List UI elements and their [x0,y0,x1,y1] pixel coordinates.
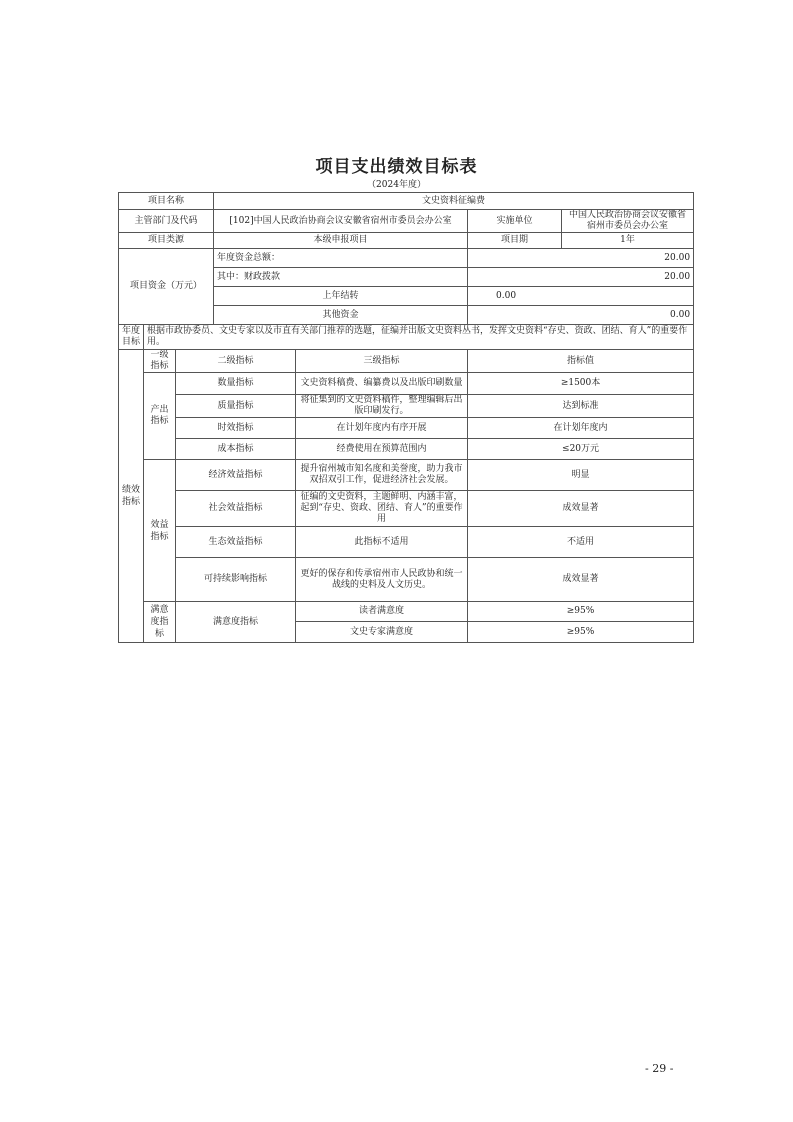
table-row [119,439,694,460]
funds-carryover-value: 0.00 [468,287,694,306]
table-row [119,558,694,602]
impl-label: 实施单位 [468,210,562,233]
level3-cell: 征编的文史资料，主题鲜明、内涵丰富，起到“存史、资政、团结、育人”的重要作用 [296,491,468,527]
level3-cell: 文史专家满意度 [296,622,468,643]
funds-carryover-label: 上年结转 [214,287,468,306]
impl-value: 中国人民政治协商会议安徽省宿州市委员会办公室 [562,210,694,233]
source-label: 项目类源 [119,233,214,249]
value-cell: 成效显著 [468,491,694,527]
satisfaction-indicator-label: 满意度指标 [144,602,176,643]
level3-cell: 将征集到的文史资料稿件，整理编辑后出版印刷发行。 [296,395,468,418]
benefit-indicator-label: 效益指标 [144,460,176,602]
funds-fiscal-value: 20.00 [468,268,694,287]
value-cell: 不适用 [468,527,694,558]
annual-goal-label: 年度目标 [119,325,144,350]
level3-cell: 此指标不适用 [296,527,468,558]
value-header: 指标值 [468,350,694,373]
page-number: - 29 - [645,1062,674,1075]
dept-value: [102]中国人民政治协商会议安徽省宿州市委员会办公室 [214,210,468,233]
level3-cell: 在计划年度内有序开展 [296,418,468,439]
table-row [119,418,694,439]
value-cell: 明显 [468,460,694,491]
level3-cell: 更好的保存和传承宿州市人民政协和统一战线的史料及人文历史。 [296,558,468,602]
period-label: 项目期 [468,233,562,249]
value-cell: 成效显著 [468,558,694,602]
funds-total-label: 年度资金总额： [214,249,468,268]
output-indicator-label: 产出指标 [144,373,176,460]
value-cell: 在计划年度内 [468,418,694,439]
row-department [119,210,694,233]
table-row [119,460,694,491]
level2-cell: 社会效益指标 [176,491,296,527]
level2-cell: 质量指标 [176,395,296,418]
value-cell: ≥95% [468,622,694,643]
funds-other-label: 其他资金 [214,306,468,325]
level2-cell: 数量指标 [176,373,296,395]
value-cell: ≤20万元 [468,439,694,460]
level3-cell: 经费使用在预算范围内 [296,439,468,460]
level2-cell: 可持续影响指标 [176,558,296,602]
funds-fiscal-label: 其中：财政拨款 [214,268,468,287]
funds-other-value: 0.00 [468,306,694,325]
project-name-label: 项目名称 [119,193,214,210]
level2-header: 二级指标 [176,350,296,373]
row-indicator-header [119,350,694,373]
project-name-value: 文史资料征编费 [214,193,694,210]
table-row [119,395,694,418]
level2-cell: 生态效益指标 [176,527,296,558]
year-subtitle: （2024年度） [367,180,426,190]
dept-label: 主管部门及代码 [119,210,214,233]
row-source [119,233,694,249]
annual-goal-text: 根据市政协委员、文史专家以及市直有关部门推荐的选题，征编并出版文史资料丛书，发挥文史资料“存史、资政、团结、育人”的重要作用。 [144,325,694,350]
level3-cell: 提升宿州城市知名度和美誉度，助力我市双招双引工作，促进经济社会发展。 [296,460,468,491]
level2-cell: 成本指标 [176,439,296,460]
value-cell: ≥95% [468,602,694,622]
row-funds-total [119,249,694,268]
funds-total-value: 20.00 [468,249,694,268]
row-annual-goal [119,325,694,350]
level1-header: 一级指标 [144,350,176,373]
page-title: 项目支出绩效目标表 [315,157,478,177]
level3-cell: 读者满意度 [296,602,468,622]
level2-cell: 时效指标 [176,418,296,439]
row-project-name [119,193,694,210]
level2-cell: 满意度指标 [176,602,296,643]
performance-table [118,192,694,643]
level3-header: 三级指标 [296,350,468,373]
table-row [119,491,694,527]
source-value: 本级申报项目 [214,233,468,249]
value-cell: ≥1500本 [468,373,694,395]
table-row [119,527,694,558]
level3-cell: 文史资料稿费、编纂费以及出版印刷数量 [296,373,468,395]
value-cell: 达到标准 [468,395,694,418]
level2-cell: 经济效益指标 [176,460,296,491]
indicator-group-label: 绩效指标 [119,350,144,643]
table-row [119,602,694,622]
funds-label: 项目资金（万元） [119,249,214,325]
table-row [119,373,694,395]
period-value: 1年 [562,233,694,249]
